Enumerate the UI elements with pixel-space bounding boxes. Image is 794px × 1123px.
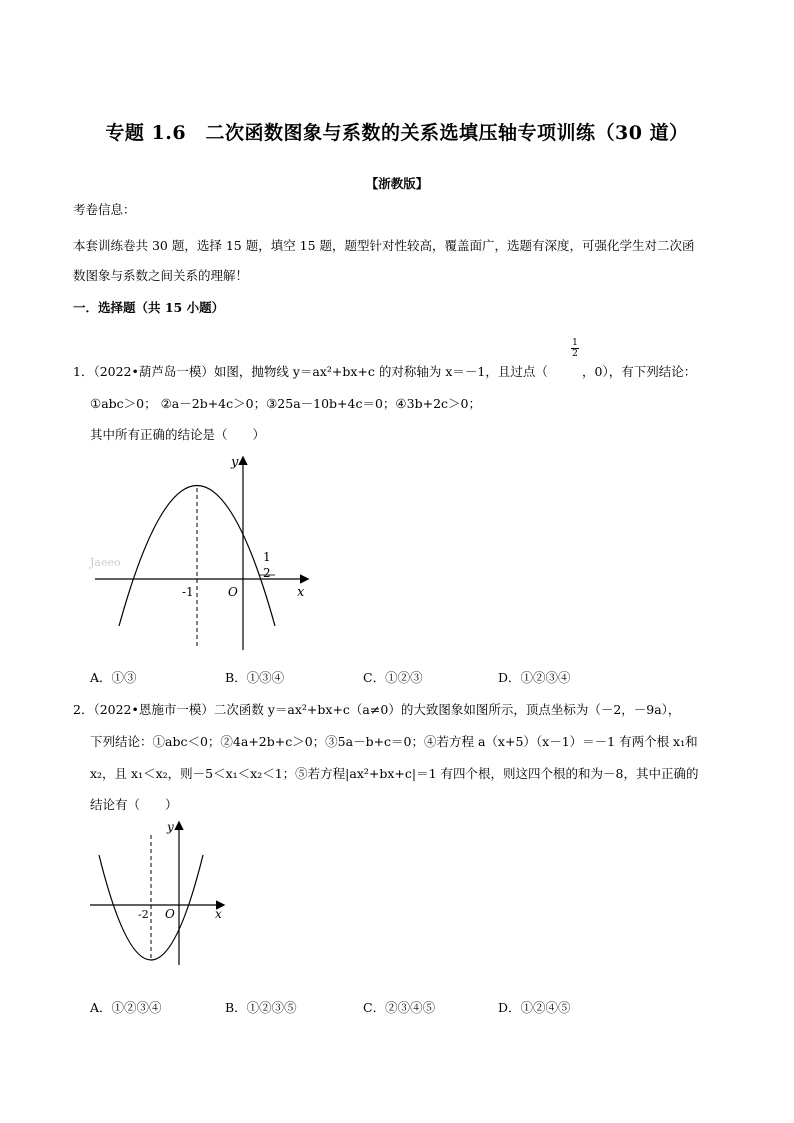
q2-origin-label: O bbox=[165, 907, 175, 921]
q1-x-label: x bbox=[297, 585, 305, 600]
q2-tick-label: -2 bbox=[138, 908, 149, 921]
q1-point-fraction bbox=[570, 338, 580, 359]
q1-option-c: C．①②③ bbox=[363, 670, 423, 685]
q1-y-label: y bbox=[231, 455, 239, 470]
q2-line-4: 结论有（ ） bbox=[90, 797, 178, 812]
q1-parabola-curve bbox=[119, 486, 275, 627]
q2-y-label: y bbox=[167, 820, 174, 834]
q1-point-denominator: 2 bbox=[572, 349, 578, 359]
q1-tick-label: -1 bbox=[182, 585, 194, 599]
info-heading: 考卷信息： bbox=[73, 202, 136, 217]
q1-parabola-graph bbox=[85, 448, 325, 658]
q1-stem-b: ，0），有下列结论： bbox=[582, 364, 697, 379]
page-title: 专题 1.6 二次函数图象与系数的关系选填压轴专项训练（30 道） bbox=[105, 122, 689, 144]
q1-question: 其中所有正确的结论是（ ） bbox=[90, 427, 266, 442]
q2-parabola-graph bbox=[85, 815, 235, 970]
q2-line-3: x₂，且 x₁＜x₂，则－5＜x₁＜x₂＜1；⑤若方程|ax²+bx+c|＝1 有四个根，则这四个根的和为－8，其中正确的 bbox=[90, 766, 699, 781]
q1-origin-label: O bbox=[228, 585, 238, 599]
edition-label: 【浙教版】 bbox=[365, 176, 429, 191]
q2-option-b: B．①②③⑤ bbox=[225, 1000, 297, 1015]
intro-line-2: 数图象与系数之间关系的理解！ bbox=[73, 268, 249, 283]
q1-option-d: D．①②③④ bbox=[498, 670, 571, 685]
q1-conditions: ①abc＞0； ②a－2b+4c＞0；③25a－10b+4c＝0；④3b+2c＞0； bbox=[90, 396, 481, 411]
q1-stem-a: 1．（2022•葫芦岛一模）如图，抛物线 y＝ax²+bx+c 的对称轴为 x＝－1，且过点（ bbox=[73, 364, 548, 379]
section-heading: 一．选择题（共 15 小题） bbox=[73, 300, 225, 315]
q1-option-b: B．①③④ bbox=[225, 670, 285, 685]
q1-point-numerator: 1 bbox=[572, 338, 578, 348]
q1-frac-num: 1 bbox=[263, 550, 271, 564]
q2-option-d: D．①②④⑤ bbox=[498, 1000, 571, 1015]
q2-line-2: 下列结论：①abc＜0；②4a+2b+c＞0；③5a－b+c＝0；④若方程 a（x+5）（x－1）＝－1 有两个根 x₁和 bbox=[90, 734, 698, 749]
q2-line-1: 2．（2022•恩施市一模）二次函数 y＝ax²+bx+c（a≠0）的大致图象如图所示，顶点坐标为（－2，－9a）， bbox=[73, 702, 681, 717]
q1-watermark: Jaeeo bbox=[90, 556, 121, 569]
q2-option-a: A．①②③④ bbox=[90, 1000, 162, 1015]
q1-option-a: A．①③ bbox=[90, 670, 137, 685]
intro-line-1: 本套训练卷共 30 题，选择 15 题，填空 15 题，题型针对性较高，覆盖面广，选题有深度，可强化学生对二次函 bbox=[73, 238, 695, 253]
q1-frac-den: 2 bbox=[263, 566, 271, 580]
q2-x-label: x bbox=[215, 907, 222, 921]
q2-option-c: C．②③④⑤ bbox=[363, 1000, 436, 1015]
